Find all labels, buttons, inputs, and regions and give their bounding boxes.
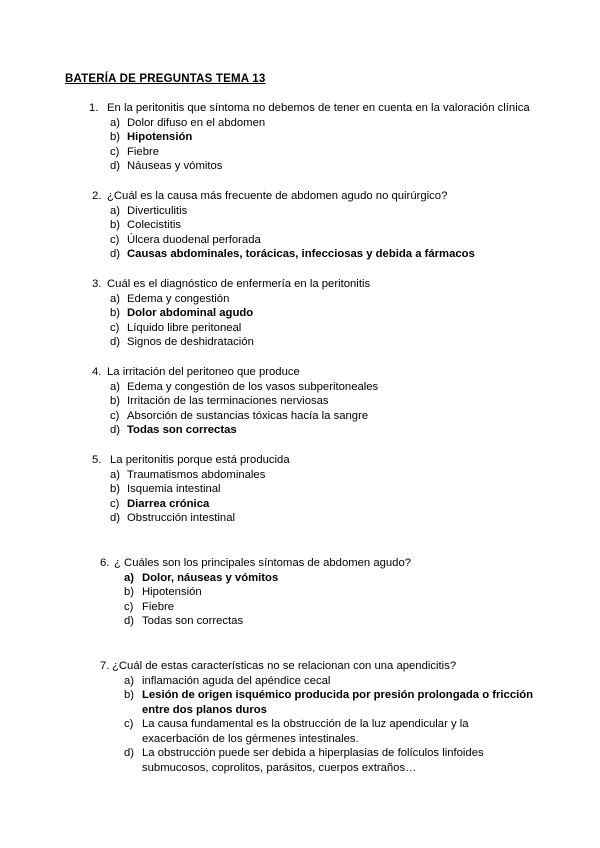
option-letter: d) [110, 336, 121, 348]
question-2 [92, 189, 572, 262]
option-letter: a) [124, 674, 135, 687]
option-text: Náuseas y vómitos [127, 160, 223, 172]
option-letter: a) [124, 571, 135, 584]
option-letter: b) [110, 131, 121, 143]
option-letter: b) [110, 483, 121, 495]
option-text: Dolor difuso en el abdomen [127, 116, 266, 129]
option-text: Edema y congestión [127, 292, 230, 305]
option-d [124, 746, 570, 775]
question-number: 6. [100, 557, 110, 569]
question-text: Cuál es el diagnóstico de enfermería en la peritonitis [107, 278, 371, 290]
question-text: En la peritonitis que síntoma no debemos de tener en cuenta en la valoración clínica [107, 102, 530, 114]
option-b [110, 482, 572, 497]
option-b [124, 688, 570, 717]
option-a [124, 674, 570, 689]
option-text: Dolor, náuseas y vómitos [142, 571, 279, 584]
question-number: 4. [92, 366, 102, 378]
option-letter: c) [124, 718, 134, 730]
option-letter: c) [124, 600, 134, 613]
question-text: ¿Cuál es la causa más frecuente de abdomen agudo no quirúrgico? [107, 190, 448, 202]
option-text: La causa fundamental es la obstrucción de la luz apendicular y la exacerbación de los gérmenes intestinales. [142, 718, 469, 745]
option-letter: c) [110, 409, 120, 422]
question-number: 3. [92, 278, 102, 290]
option-text: Hipotensión [127, 131, 193, 143]
question-number: 7. [100, 660, 110, 672]
option-letter: a) [110, 204, 121, 217]
document-title: BATERÍA DE PREGUNTAS TEMA 13 [65, 73, 266, 85]
option-a [110, 468, 572, 483]
option-text: Todas son correctas [142, 615, 244, 627]
option-text: Líquido libre peritoneal [127, 321, 242, 334]
option-d [110, 511, 572, 526]
option-text: Dolor abdominal agudo [127, 307, 254, 319]
option-b [110, 306, 572, 321]
option-text: Signos de deshidratación [127, 336, 254, 348]
option-d [110, 423, 572, 438]
option-text: Absorción de sustancias tóxicas hacía la sangre [127, 409, 369, 422]
option-text: Isquemia intestinal [127, 483, 221, 495]
question-number: 5. [92, 454, 102, 466]
question-text: La irritación del peritoneo que produce [107, 366, 300, 378]
option-letter: b) [110, 307, 121, 319]
option-letter: b) [124, 586, 135, 598]
option-c [110, 145, 569, 160]
option-text: Hipotensión [142, 586, 202, 598]
question-number: 2. [92, 190, 102, 202]
option-letter: a) [110, 292, 121, 305]
option-letter: a) [110, 380, 121, 393]
question-text: ¿Cuál de estas características no se relacionan con una apendicitis? [112, 660, 457, 672]
option-a [110, 380, 572, 395]
question-4 [92, 365, 572, 438]
option-letter: c) [110, 497, 120, 510]
option-b [110, 218, 572, 233]
option-letter: b) [124, 689, 135, 701]
option-b [110, 394, 572, 409]
question-3 [92, 277, 572, 350]
question-6 [100, 556, 570, 629]
option-text: Todas son correctas [127, 424, 237, 436]
option-a [110, 116, 569, 131]
option-text: Irritación de las terminaciones nerviosas [127, 395, 329, 407]
option-text: Fiebre [142, 600, 175, 613]
option-c [124, 717, 570, 746]
option-a [110, 204, 572, 219]
question-7 [100, 659, 570, 775]
question-number: 1. [89, 102, 99, 114]
option-letter: b) [110, 395, 121, 407]
option-d [110, 247, 572, 262]
question-1 [89, 101, 569, 174]
option-letter: d) [110, 160, 121, 172]
option-letter: c) [110, 321, 120, 334]
option-c [124, 600, 570, 615]
option-b [124, 585, 570, 600]
option-letter: d) [124, 615, 135, 627]
option-text: Colecistitis [127, 219, 181, 231]
question-5 [92, 453, 572, 526]
option-letter: a) [110, 468, 121, 481]
option-a [124, 571, 570, 586]
option-text: Lesión de origen isquémico producida por presión prolongada o fricción entre dos planos duros [142, 689, 534, 716]
option-letter: a) [110, 116, 121, 129]
option-text: Diarrea crónica [127, 497, 210, 510]
option-letter: d) [124, 747, 135, 759]
option-letter: c) [110, 145, 120, 158]
option-c [110, 233, 572, 248]
option-letter: d) [110, 248, 121, 260]
option-letter: d) [110, 512, 121, 524]
option-c [110, 497, 572, 512]
option-text: Causas abdominales, torácicas, infecciosas y debida a fármacos [127, 248, 475, 260]
question-text: La peritonitis porque está producida [110, 454, 290, 466]
option-d [110, 335, 572, 350]
option-c [110, 321, 572, 336]
option-letter: d) [110, 424, 121, 436]
option-letter: b) [110, 219, 121, 231]
option-text: Fiebre [127, 145, 160, 158]
option-text: inflamación aguda del apéndice cecal [142, 674, 331, 687]
option-d [124, 614, 570, 629]
option-c [110, 409, 572, 424]
option-letter: c) [110, 233, 120, 246]
option-a [110, 292, 572, 307]
option-text: Traumatismos abdominales [127, 468, 266, 481]
option-d [110, 159, 569, 174]
option-text: Diverticulitis [127, 204, 188, 217]
option-text: Obstrucción intestinal [127, 512, 235, 524]
option-b [110, 130, 569, 145]
option-text: Úlcera duodenal perforada [127, 233, 261, 246]
question-text: ¿ Cuáles son los principales síntomas de abdomen agudo? [114, 557, 412, 569]
option-text: Edema y congestión de los vasos subperitoneales [127, 380, 379, 393]
option-text: La obstrucción puede ser debida a hiperplasias de folículos linfoides submucosos, coprolitos, parásitos, cuerpos extraños… [142, 747, 484, 774]
